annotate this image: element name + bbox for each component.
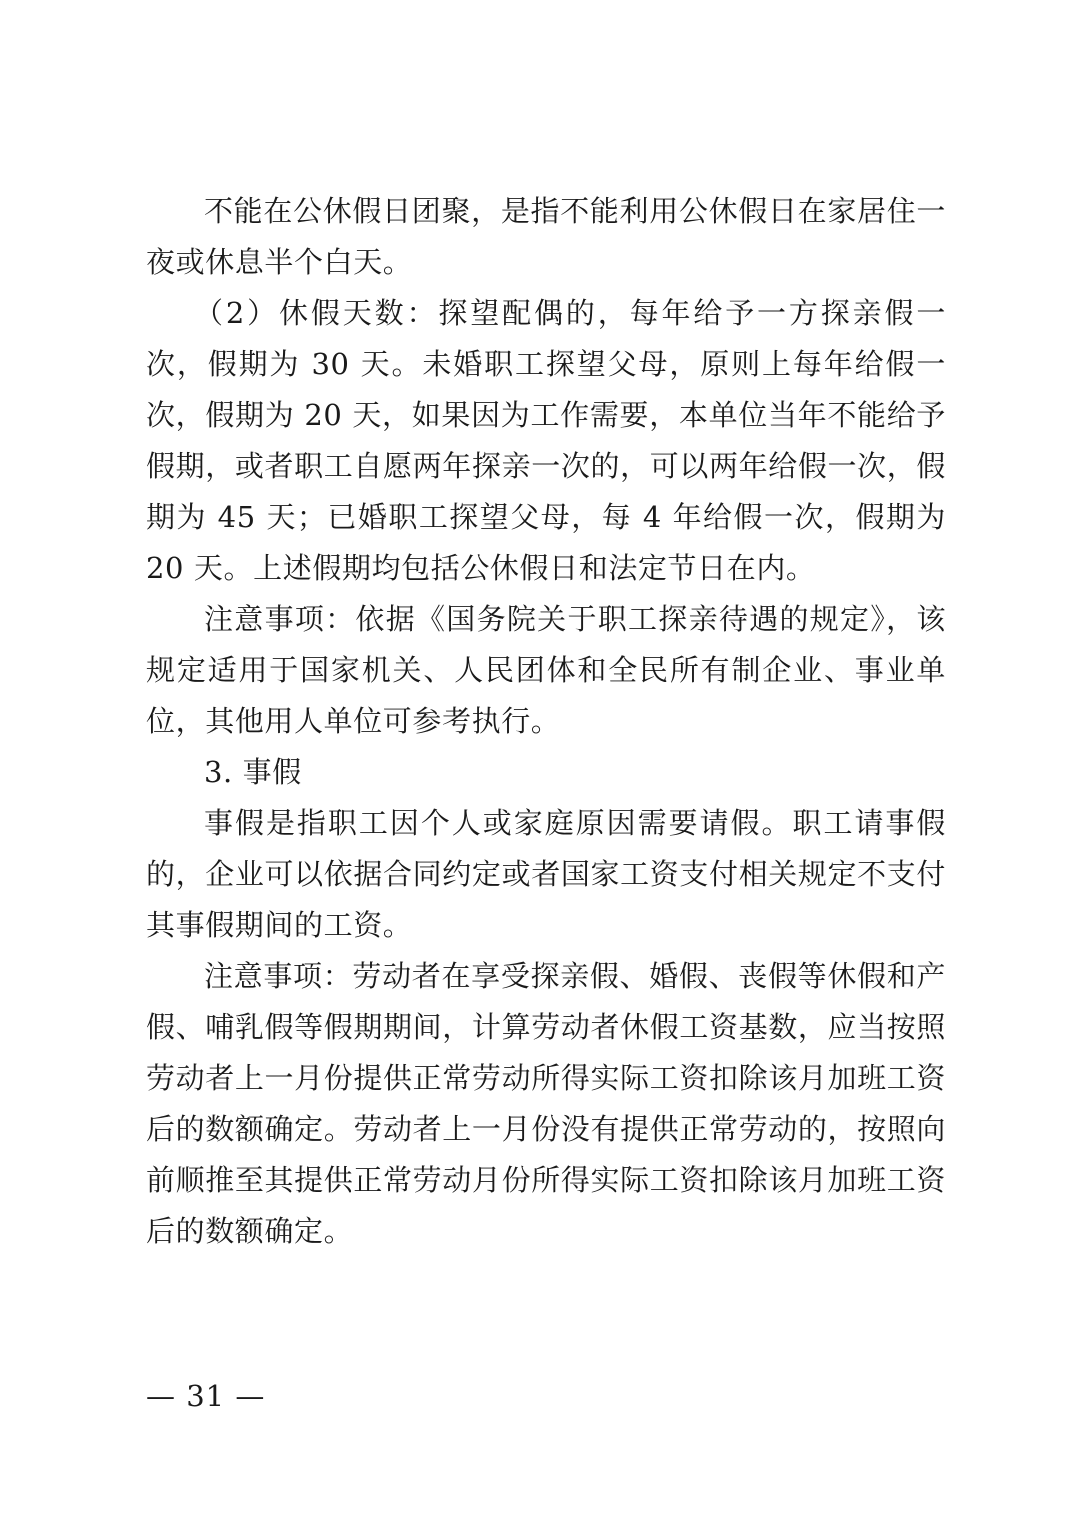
body-text — [146, 186, 946, 1257]
paragraph-note-regulation: 注意事项：依据《国务院关于职工探亲待遇的规定》，该规定适用于国家机关、人民团体和全民所有制企业、事业单位，其他用人单位可参考执行。 — [146, 602, 946, 738]
section-heading-personal-leave: 3. 事假 — [204, 755, 302, 789]
paragraph-personal-leave: 事假是指职工因个人或家庭原因需要请假。职工请事假的，企业可以依据合同约定或者国家工资支付相关规定不支付其事假期间的工资。 — [146, 806, 946, 942]
paragraph-leave-days: （2）休假天数：探望配偶的，每年给予一方探亲假一次，假期为 30 天。未婚职工探望父母，原则上每年给假一次，假期为 20 天，如果因为工作需要，本单位当年不能给予假期，或者职工自愿两年探亲一次的，可以两年给假一次，假期为 45 天；已婚职工探望父母，每 4 年给假一次，假期为 20 天。上述假期均包括公休假日和法定节日在内。 — [146, 296, 946, 585]
paragraph-note-wage-base: 注意事项：劳动者在享受探亲假、婚假、丧假等休假和产假、哺乳假等假期期间，计算劳动者休假工资基数，应当按照劳动者上一月份提供正常劳动所得实际工资扣除该月加班工资后的数额确定。劳动者上一月份没有提供正常劳动的，按照向前顺推至其提供正常劳动月份所得实际工资扣除该月加班工资后的数额确定。 — [146, 959, 946, 1248]
paragraph-reunion-definition: 不能在公休假日团聚，是指不能利用公休假日在家居住一夜或休息半个白天。 — [146, 194, 946, 279]
page-number: — 31 — — [146, 1379, 266, 1413]
